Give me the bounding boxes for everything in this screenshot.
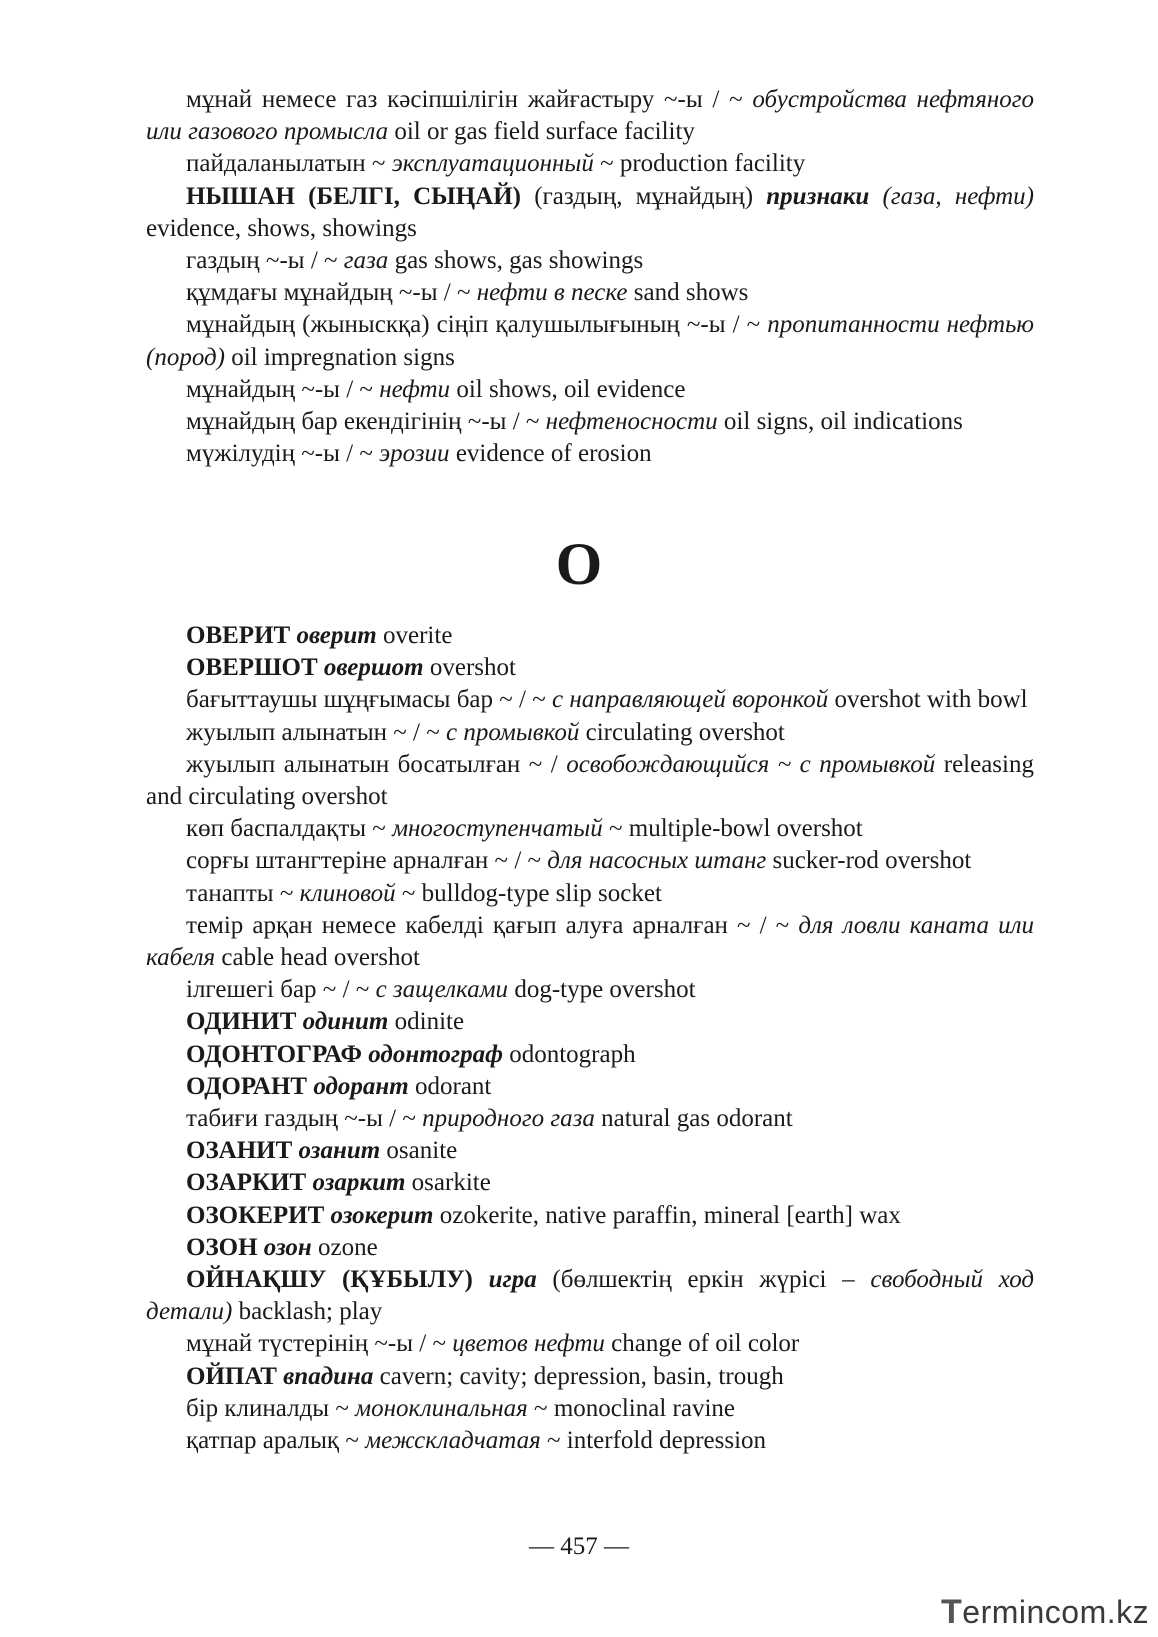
russian-term: с промывкой xyxy=(446,718,580,746)
entries-o xyxy=(146,620,1034,1457)
dictionary-entry xyxy=(146,813,1034,845)
russian-term: с направляющей воронкой xyxy=(552,686,829,714)
entry-text: газдың ~-ы / ~ xyxy=(186,247,344,275)
russian-term: эксплуатационный xyxy=(391,150,594,178)
entry-text: sucker-rod overshot xyxy=(766,847,972,875)
entry-text: жуылып алынатын босатылған ~ / xyxy=(186,750,567,778)
dictionary-entry xyxy=(146,406,1034,438)
headword: ОВЕРШОТ xyxy=(186,654,318,682)
russian-term: для насосных штанг xyxy=(547,847,767,875)
entry-text: gas shows, gas showings xyxy=(388,247,644,275)
russian-term: природного газа xyxy=(422,1105,595,1133)
entry-text: ілгешегі бар ~ / ~ xyxy=(186,976,376,1004)
russian-term: газа xyxy=(343,247,389,275)
entry-text: мұнай түстерінің ~-ы / ~ xyxy=(186,1330,453,1358)
dictionary-entry xyxy=(146,1361,1034,1393)
entry-text: ~ monoclinal ravine xyxy=(527,1394,736,1422)
russian-term: озаркит xyxy=(312,1169,406,1197)
entry-text: overshot with bowl xyxy=(828,686,1028,714)
entry-text: oil or gas field surface facility xyxy=(388,118,695,146)
russian-term: признаки xyxy=(766,182,870,210)
logo-initial: T xyxy=(941,1593,963,1631)
russian-term: свободный ход детали) xyxy=(146,1266,1035,1326)
dictionary-entry xyxy=(146,652,1034,684)
headword: ОДИНИТ xyxy=(186,1008,297,1036)
dictionary-entry xyxy=(146,84,1034,148)
dictionary-entry xyxy=(146,1135,1034,1167)
entry-text: мұнай немесе газ кәсіпшілігін жайғастыру ~-ы / ~ xyxy=(186,86,753,113)
russian-term: нефтеносности xyxy=(545,408,718,436)
russian-term: цветов нефти xyxy=(452,1330,605,1358)
russian-term: овершот xyxy=(323,654,424,682)
dictionary-entry xyxy=(146,845,1034,877)
section-letter: О xyxy=(555,531,603,597)
russian-term: впадина xyxy=(283,1362,374,1390)
entry-text: overite xyxy=(376,622,453,649)
russian-term: освобождающийся ~ с промывкой xyxy=(566,750,936,778)
russian-term: (газа, нефти) xyxy=(869,182,1034,210)
logo-tail: m.kz xyxy=(1079,1594,1150,1630)
entry-text: cable head overshot xyxy=(215,944,420,972)
entry-text: бағыттаушы шұңғымасы бар ~ / ~ xyxy=(186,686,553,714)
entry-text: circulating overshot xyxy=(579,718,785,746)
russian-term: обустройства нефтяного или газового промысла xyxy=(146,86,1034,146)
entry-text: (бөлшектің еркін жүрісі – xyxy=(536,1266,871,1294)
entry-text: odorant xyxy=(408,1072,492,1100)
entry-text: мұнайдың (жыныскқа) сіңіп қалушылығының ~-ы / ~ xyxy=(186,311,768,339)
entry-text: бір клиналды ~ xyxy=(186,1394,356,1422)
entry-text: sand shows xyxy=(627,279,749,307)
entry-text: oil signs, oil indications xyxy=(717,408,963,436)
entry-text: мұнайдың бар екендігінің ~-ы / ~ xyxy=(186,408,546,436)
dictionary-entry xyxy=(146,974,1034,1006)
entry-text: құмдағы мұнайдың ~-ы / ~ xyxy=(186,279,477,307)
russian-term: нефти xyxy=(379,375,451,403)
russian-term: многоступенчатый xyxy=(392,815,603,843)
entry-text xyxy=(473,1266,489,1293)
dictionary-entry xyxy=(146,1103,1034,1135)
russian-term: нефти в песке xyxy=(476,279,628,307)
russian-term: озон xyxy=(263,1233,312,1261)
russian-term: для ловли каната или кабеля xyxy=(146,911,1034,972)
headword: ОЗАНИТ xyxy=(186,1137,293,1165)
headword: ОЙПАТ xyxy=(186,1362,277,1390)
entry-text: мүжілудің ~-ы / ~ xyxy=(186,440,380,468)
page-number: — 457 — xyxy=(529,1533,629,1560)
logo-text: erminc xyxy=(962,1594,1062,1630)
entry-text: танапты ~ xyxy=(186,879,300,907)
russian-term: одонтограф xyxy=(368,1040,503,1068)
russian-term: межскладчатая xyxy=(365,1427,541,1455)
termincom-logo[interactable] xyxy=(941,1593,1150,1631)
russian-term: игра xyxy=(488,1266,537,1294)
dictionary-entry xyxy=(146,438,1034,470)
headword: ОДОНТОГРАФ xyxy=(186,1040,363,1068)
russian-term: озанит xyxy=(298,1137,381,1165)
dictionary-entry xyxy=(146,1328,1034,1360)
dictionary-entry xyxy=(146,309,1034,373)
entry-text: odontograph xyxy=(502,1040,636,1068)
entry-text: темір арқан немесе кабелді қағып алуға арналған ~ / ~ xyxy=(186,911,799,939)
dictionary-entry xyxy=(146,374,1034,406)
russian-term: одинит xyxy=(302,1008,389,1036)
entry-text: cavern; cavity; depression, basin, trough xyxy=(373,1362,784,1390)
entry-text: ~ production facility xyxy=(593,150,806,178)
entry-text: ~ multiple-bowl overshot xyxy=(602,815,863,843)
dictionary-entry xyxy=(146,148,1034,180)
headword: ОЗОКЕРИТ xyxy=(186,1201,325,1229)
entry-text: overshot xyxy=(423,654,516,682)
entry-text: ozone xyxy=(311,1233,378,1261)
entry-text: ozokerite, native paraffin, mineral [earth] wax xyxy=(433,1201,901,1229)
headword: ОЙНАҚШУ (ҚҰБЫЛУ) xyxy=(186,1266,473,1294)
entry-text: ~ interfold depression xyxy=(540,1427,767,1455)
entry-text: evidence, shows, showings xyxy=(146,214,417,242)
dictionary-entry xyxy=(146,910,1034,974)
dictionary-entry xyxy=(146,1200,1034,1232)
dictionary-entry xyxy=(146,684,1034,716)
entry-text: ~ bulldog-type slip socket xyxy=(395,879,662,907)
dictionary-entry xyxy=(146,245,1034,277)
dictionary-entry xyxy=(146,1039,1034,1071)
entry-text: сорғы штангтеріне арналған ~ / ~ xyxy=(186,847,548,875)
headword: НЫШАН (БЕЛГІ, СЫҢАЙ) xyxy=(186,182,521,210)
entry-text: backlash; play xyxy=(232,1298,383,1326)
entry-text: пайдаланылатын ~ xyxy=(186,150,392,178)
entry-text: odinite xyxy=(388,1008,465,1036)
russian-term: эрозии xyxy=(379,440,450,468)
dictionary-entry xyxy=(146,1232,1034,1264)
russian-term: озокерит xyxy=(330,1201,434,1229)
entry-text: evidence of erosion xyxy=(449,440,652,468)
russian-term: оверит xyxy=(296,622,377,649)
entry-text: көп баспалдақты ~ xyxy=(186,815,393,843)
russian-term: клиновой xyxy=(299,879,396,907)
logo-o: o xyxy=(1061,1594,1080,1630)
entry-text: oil impregnation signs xyxy=(224,343,455,371)
russian-term: одорант xyxy=(313,1072,409,1100)
entry-text: osarkite xyxy=(405,1169,491,1197)
russian-term: пропитанности нефтью (пород) xyxy=(146,311,1034,371)
russian-term: с защелками xyxy=(375,976,509,1004)
entry-text: osanite xyxy=(380,1137,458,1165)
dictionary-entry xyxy=(146,1393,1034,1425)
dictionary-entry xyxy=(146,1167,1034,1199)
entry-text: dog-type overshot xyxy=(508,976,696,1004)
entries-top xyxy=(146,84,1034,470)
dictionary-entry xyxy=(146,1071,1034,1103)
dictionary-entry xyxy=(146,878,1034,910)
entry-text: oil shows, oil evidence xyxy=(450,375,686,403)
dictionary-entry xyxy=(146,1006,1034,1038)
entry-text: releasing and circulating overshot xyxy=(146,750,1034,811)
entry-text: change of oil color xyxy=(604,1330,800,1358)
dictionary-entry xyxy=(146,277,1034,309)
entry-text: natural gas odorant xyxy=(594,1105,793,1133)
headword: ОЗОН xyxy=(186,1233,258,1261)
russian-term: моноклинальная xyxy=(355,1394,528,1422)
headword: ОЗАРКИТ xyxy=(186,1169,307,1197)
entry-text: қатпар аралық ~ xyxy=(186,1427,366,1455)
entry-text: жуылып алынатын ~ / ~ xyxy=(186,718,446,746)
dictionary-entry xyxy=(146,749,1034,813)
dictionary-entry xyxy=(146,620,1034,652)
entry-text: табиғи газдың ~-ы / ~ xyxy=(186,1105,423,1133)
dictionary-entry xyxy=(146,181,1034,245)
headword: ОВЕРИТ xyxy=(186,622,291,649)
dictionary-entry xyxy=(146,1425,1034,1457)
dictionary-entry xyxy=(146,717,1034,749)
dictionary-entry xyxy=(146,1264,1034,1328)
entry-text: мұнайдың ~-ы / ~ xyxy=(186,375,380,403)
headword: ОДОРАНТ xyxy=(186,1072,308,1100)
entry-text: (газдың, мұнайдың) xyxy=(520,182,767,210)
